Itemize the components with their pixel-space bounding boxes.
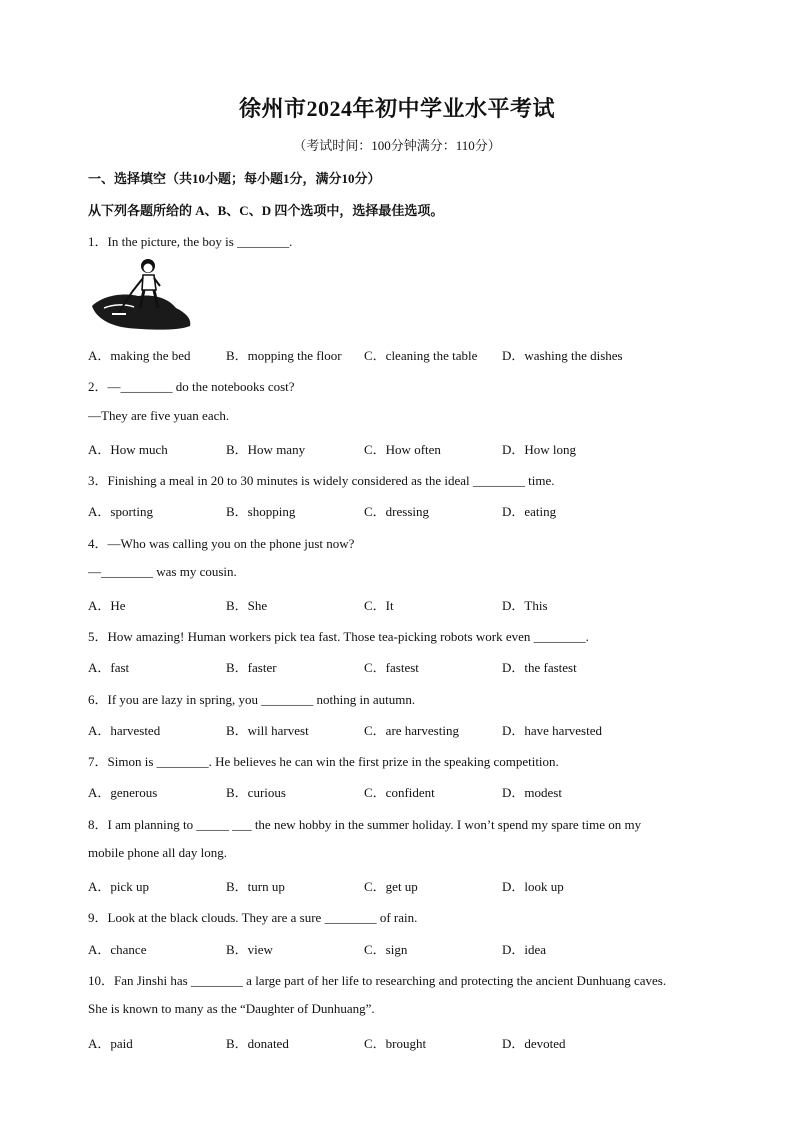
option-b: B．curious: [226, 785, 286, 800]
option-d: D．have harvested: [502, 723, 602, 738]
question-text: —They are five yuan each.: [88, 408, 230, 423]
option-c: C．fastest: [364, 660, 419, 675]
option-a: A．He: [88, 598, 126, 613]
question-text: 7．Simon is ________. He believes he can win the first prize in the speaking competition.: [88, 754, 559, 769]
question-text: mobile phone all day long.: [88, 845, 228, 860]
question-text: 3．Finishing a meal in 20 to 30 minutes is widely considered as the ideal ________ time.: [88, 473, 555, 488]
question-text: 8．I am planning to _____ ___ the new hobby in the summer holiday. I won’t spend my spare time on my: [88, 817, 642, 832]
option-c: C．get up: [364, 879, 418, 894]
question-text: —________ was my cousin.: [88, 564, 237, 579]
option-a: A．generous: [88, 785, 158, 800]
exam-subtitle: （考试时间：100分钟满分：110分）: [293, 138, 501, 153]
option-b: B．will harvest: [226, 723, 309, 738]
question-text: 6．If you are lazy in spring, you ________ nothing in autumn.: [88, 692, 416, 707]
boy-mopping-illustration: [88, 256, 194, 332]
question-text: 2．—________ do the notebooks cost?: [88, 379, 295, 394]
option-a: A．pick up: [88, 879, 150, 894]
option-d: D．idea: [502, 942, 547, 957]
option-a: A．How much: [88, 442, 168, 457]
option-b: B．faster: [226, 660, 277, 675]
option-b: B．mopping the floor: [226, 348, 342, 363]
option-b: B．view: [226, 942, 273, 957]
option-d: D．washing the dishes: [502, 348, 623, 363]
option-c: C．It: [364, 598, 394, 613]
option-c: C．cleaning the table: [364, 348, 478, 363]
option-d: D．the fastest: [502, 660, 577, 675]
option-c: C．brought: [364, 1036, 427, 1051]
option-d: D．How long: [502, 442, 577, 457]
option-a: A．making the bed: [88, 348, 191, 363]
option-b: B．She: [226, 598, 268, 613]
option-c: C．are harvesting: [364, 723, 459, 738]
option-b: B．donated: [226, 1036, 289, 1051]
option-b: B．How many: [226, 442, 306, 457]
question-text: She is known to many as the “Daughter of Dunhuang”.: [88, 1001, 375, 1016]
option-d: D．This: [502, 598, 548, 613]
option-a: A．paid: [88, 1036, 133, 1051]
option-c: C．dressing: [364, 504, 430, 519]
question-text: 9．Look at the black clouds. They are a sure ________ of rain.: [88, 910, 418, 925]
option-b: B．shopping: [226, 504, 296, 519]
option-a: A．sporting: [88, 504, 154, 519]
question-text: 5．How amazing! Human workers pick tea fast. Those tea-picking robots work even ________.: [88, 629, 589, 644]
option-d: D．eating: [502, 504, 557, 519]
option-c: C．sign: [364, 942, 408, 957]
option-a: A．harvested: [88, 723, 161, 738]
option-d: D．modest: [502, 785, 562, 800]
option-a: A．fast: [88, 660, 130, 675]
exam-title: 徐州市2024年初中学业水平考试: [238, 96, 555, 121]
option-c: C．How often: [364, 442, 441, 457]
option-d: D．look up: [502, 879, 564, 894]
section-instruction: 从下列各题所给的 A、B、C、D 四个选项中，选择最佳选项。: [88, 203, 444, 218]
option-d: D．devoted: [502, 1036, 566, 1051]
section-heading: 一、选择填空（共10小题；每小题1分，满分10分）: [88, 171, 381, 186]
question-text: 1．In the picture, the boy is ________.: [88, 234, 293, 249]
option-b: B．turn up: [226, 879, 285, 894]
question-text: 4．—Who was calling you on the phone just now?: [88, 536, 355, 551]
option-c: C．confident: [364, 785, 435, 800]
option-a: A．chance: [88, 942, 147, 957]
question-text: 10．Fan Jinshi has ________ a large part of her life to researching and protecting the ancient Dunhuang caves.: [88, 973, 667, 988]
